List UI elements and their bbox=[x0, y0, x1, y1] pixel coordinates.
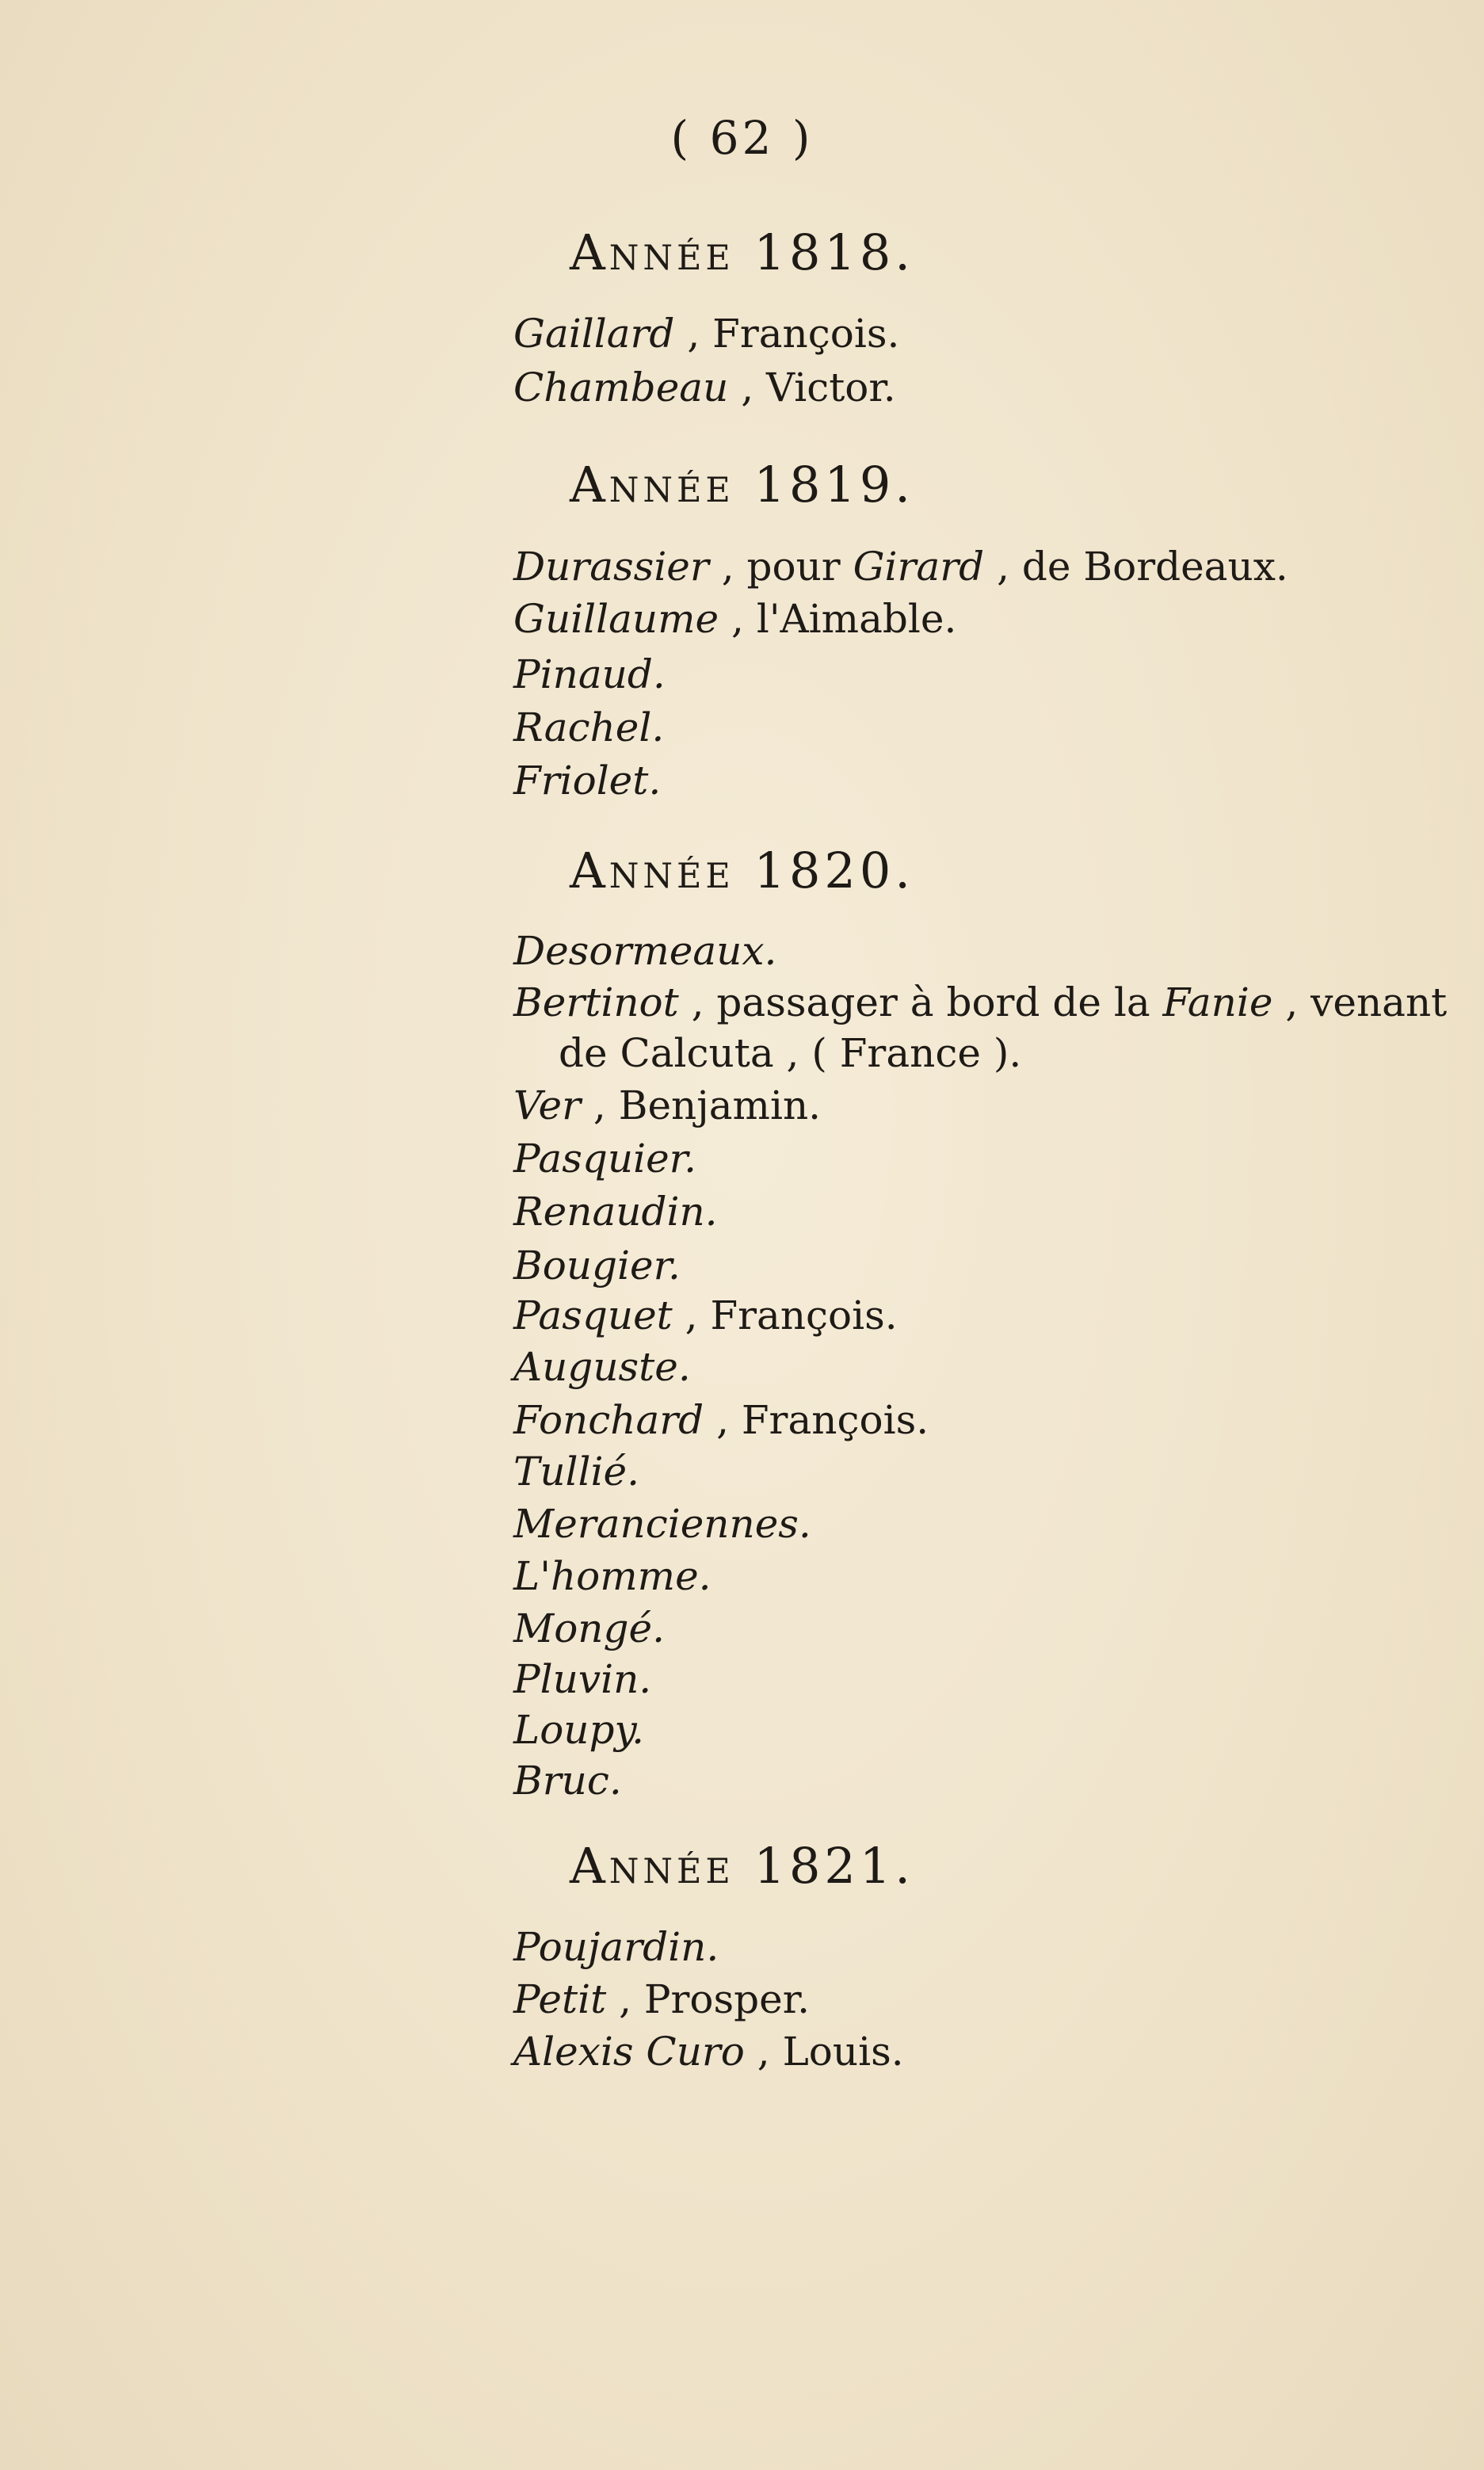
entry-text: , Victor. bbox=[728, 365, 896, 410]
entry-name: Loupy. bbox=[513, 1707, 645, 1753]
list-entry bbox=[513, 544, 1288, 590]
list-entry bbox=[513, 365, 896, 410]
entry-name: Gaillard bbox=[513, 311, 675, 357]
entry-text: , François. bbox=[672, 1292, 898, 1338]
list-entry bbox=[513, 596, 957, 642]
list-entry bbox=[513, 1292, 898, 1338]
entry-text: , Benjamin. bbox=[581, 1082, 822, 1128]
entry-name: Guillaume bbox=[513, 596, 719, 642]
list-entry bbox=[513, 1344, 691, 1390]
list-entry bbox=[513, 1553, 711, 1599]
list-entry bbox=[513, 1449, 640, 1495]
list-entry bbox=[513, 1397, 929, 1443]
list-entry bbox=[513, 1924, 719, 1970]
list-entry bbox=[513, 1707, 645, 1753]
entry-text: , l'Aimable. bbox=[719, 596, 957, 642]
list-entry bbox=[513, 758, 662, 804]
page-number: ( 62 ) bbox=[670, 111, 814, 165]
entry-name: Fanie bbox=[1162, 979, 1273, 1025]
entry-text: , François. bbox=[704, 1397, 929, 1443]
entry-name: Meranciennes. bbox=[513, 1501, 811, 1547]
list-entry bbox=[513, 928, 777, 974]
list-entry bbox=[513, 1758, 622, 1804]
list-entry bbox=[513, 1976, 811, 2022]
list-entry bbox=[513, 1136, 696, 1182]
entry-name: Friolet. bbox=[513, 758, 662, 804]
entry-name: Bertinot bbox=[513, 979, 679, 1025]
list-entry bbox=[513, 311, 900, 357]
entry-name: Ver bbox=[513, 1082, 582, 1128]
list-entry bbox=[513, 1189, 718, 1235]
entry-name: Mongé. bbox=[513, 1605, 665, 1651]
entry-name: Bougier. bbox=[513, 1243, 681, 1288]
entry-name: Girard bbox=[853, 544, 985, 590]
entry-text: , pour bbox=[708, 544, 853, 590]
entry-name: Pluvin. bbox=[513, 1656, 652, 1702]
year-heading: Année 1819. bbox=[569, 456, 914, 513]
entry-name: Durassier bbox=[513, 544, 709, 590]
list-entry bbox=[513, 651, 666, 697]
entry-name: L'homme. bbox=[513, 1553, 711, 1599]
list-entry bbox=[513, 2029, 904, 2075]
entry-text: , Louis. bbox=[744, 2029, 904, 2075]
list-entry bbox=[513, 704, 665, 750]
list-entry bbox=[513, 979, 1448, 1025]
entry-name: Pinaud. bbox=[513, 651, 666, 697]
entry-name: Petit bbox=[513, 1976, 607, 2022]
list-entry bbox=[513, 1656, 652, 1702]
entry-text: , passager à bord de la bbox=[678, 979, 1163, 1025]
entry-name: Renaudin. bbox=[513, 1189, 718, 1235]
list-entry bbox=[513, 1082, 822, 1128]
entry-text: , de Bordeaux. bbox=[984, 544, 1288, 590]
list-entry bbox=[513, 1605, 665, 1651]
entry-name: Desormeaux. bbox=[513, 928, 777, 974]
entry-name: Bruc. bbox=[513, 1758, 622, 1804]
entry-name: Tullié. bbox=[513, 1449, 640, 1495]
entry-name: Poujardin. bbox=[513, 1924, 719, 1970]
year-heading: Année 1821. bbox=[569, 1837, 914, 1895]
entry-name: Pasquet bbox=[513, 1292, 673, 1338]
year-heading: Année 1818. bbox=[569, 223, 914, 281]
entry-name: Pasquier. bbox=[513, 1136, 696, 1182]
entry-name: Auguste. bbox=[513, 1344, 691, 1390]
entry-text: , venant bbox=[1272, 979, 1448, 1025]
entry-name: Chambeau bbox=[513, 365, 729, 410]
entry-name: Fonchard bbox=[513, 1397, 704, 1443]
entry-name: Rachel. bbox=[513, 704, 665, 750]
entry-text: , Prosper. bbox=[606, 1976, 811, 2022]
list-entry bbox=[513, 1243, 681, 1288]
entry-name: Alexis Curo bbox=[513, 2029, 745, 2075]
list-entry bbox=[513, 1501, 811, 1547]
year-heading: Année 1820. bbox=[569, 842, 914, 899]
entry-text: , François. bbox=[674, 311, 900, 357]
list-entry-continuation: de Calcuta , ( France ). bbox=[559, 1030, 1022, 1076]
